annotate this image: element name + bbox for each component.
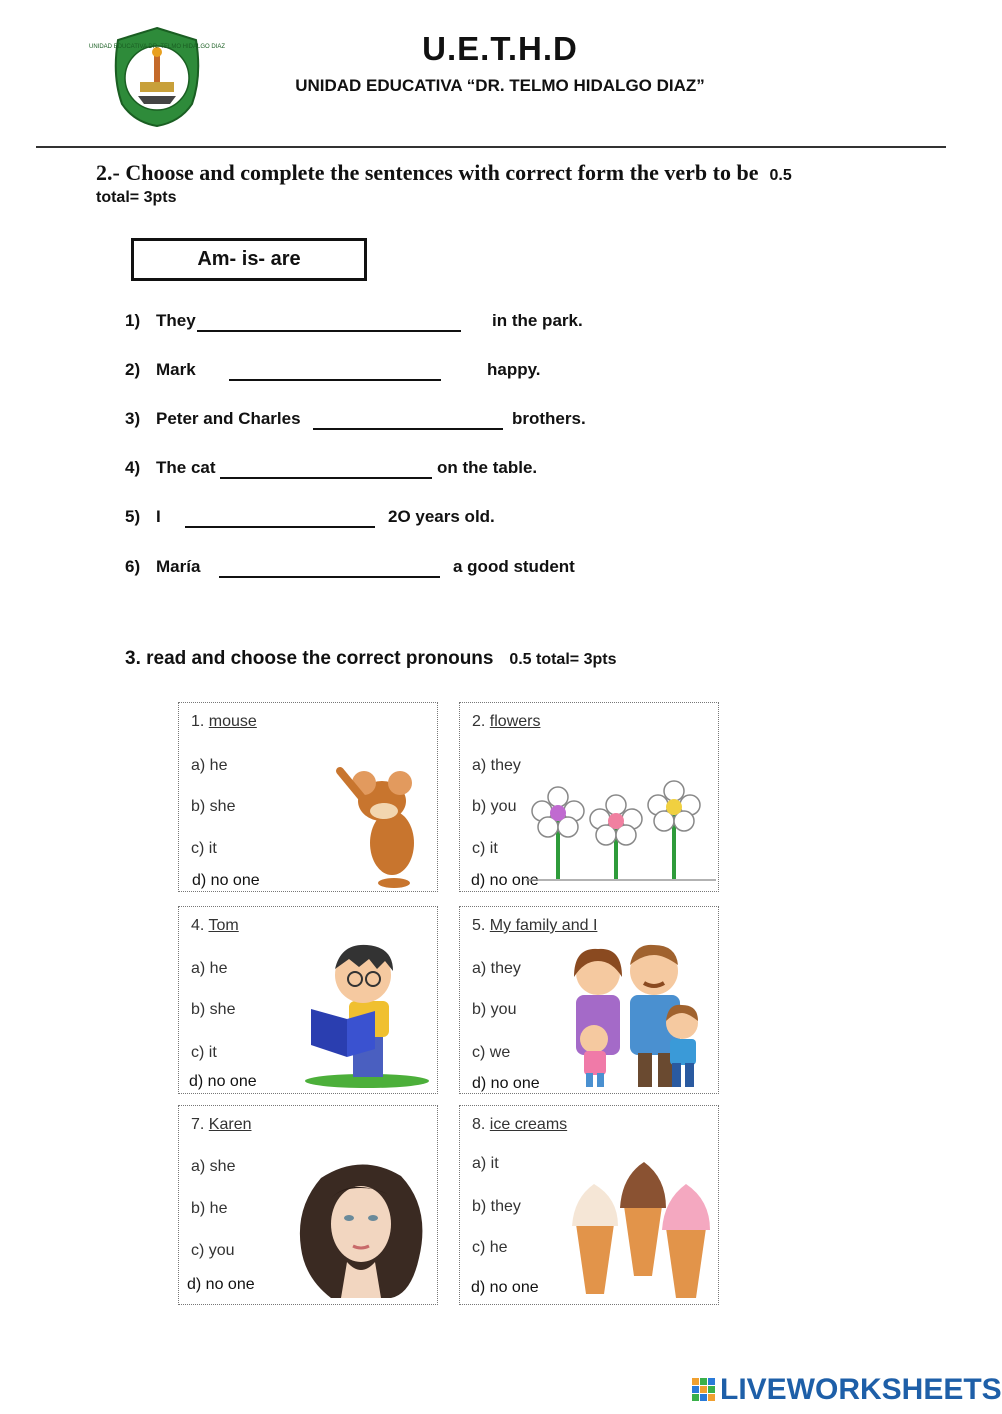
card-word: Tom bbox=[208, 917, 239, 934]
option-c[interactable]: c) it bbox=[191, 1044, 217, 1061]
sentence-number: 6) bbox=[125, 557, 141, 576]
liveworksheets-brand: LIVEWORKSHEETS bbox=[720, 1373, 1002, 1406]
option-d[interactable]: d) no one bbox=[189, 1073, 257, 1090]
pronoun-card-tom bbox=[178, 906, 438, 1094]
header-divider bbox=[36, 146, 946, 148]
sentence-start: Peter and Charles bbox=[156, 409, 301, 428]
liveworksheets-icon bbox=[692, 1378, 716, 1402]
sentence-start: Mark bbox=[156, 360, 196, 379]
card-question bbox=[191, 917, 239, 935]
card-number: 5. bbox=[472, 917, 486, 934]
section2-total: total= 3pts bbox=[96, 189, 177, 206]
option-d[interactable]: d) no one bbox=[192, 872, 260, 889]
option-c[interactable]: c) it bbox=[472, 840, 498, 857]
card-number: 4. bbox=[191, 917, 205, 934]
option-c[interactable]: c) he bbox=[472, 1239, 508, 1256]
sentence-number: 4) bbox=[125, 458, 141, 477]
option-a[interactable]: a) he bbox=[191, 757, 228, 774]
option-c[interactable]: c) it bbox=[191, 840, 217, 857]
card-number: 8. bbox=[472, 1116, 486, 1133]
mouse-picture bbox=[334, 765, 436, 889]
option-a[interactable]: a) he bbox=[191, 960, 228, 977]
liveworksheets-logo bbox=[692, 1374, 1002, 1406]
answer-blank[interactable] bbox=[313, 428, 503, 430]
option-b[interactable]: b) you bbox=[472, 798, 517, 815]
sentence-number: 5) bbox=[125, 507, 141, 526]
sentence-start: They bbox=[156, 311, 196, 330]
card-question bbox=[472, 1116, 567, 1134]
card-word: flowers bbox=[489, 713, 541, 730]
answer-blank[interactable] bbox=[219, 576, 440, 578]
option-b[interactable]: b) she bbox=[191, 1001, 236, 1018]
option-c[interactable]: c) you bbox=[191, 1242, 235, 1259]
card-number: 7. bbox=[191, 1116, 205, 1133]
section3-title bbox=[125, 648, 616, 670]
option-d[interactable]: d) no one bbox=[472, 1075, 540, 1092]
school-acronym: U.E.T.H.D bbox=[422, 30, 578, 67]
sentence-number: 2) bbox=[125, 360, 141, 379]
card-question bbox=[472, 713, 540, 731]
family-picture bbox=[564, 943, 714, 1091]
section2-points: 0.5 bbox=[769, 167, 792, 184]
option-a[interactable]: a) it bbox=[472, 1155, 499, 1172]
option-b[interactable]: b) she bbox=[191, 798, 236, 815]
option-d[interactable]: d) no one bbox=[471, 1279, 539, 1296]
sentence-number: 1) bbox=[125, 311, 141, 330]
pronoun-card-karen bbox=[178, 1105, 438, 1305]
answer-blank[interactable] bbox=[197, 330, 461, 332]
sentence-start: María bbox=[156, 557, 201, 576]
card-word: My family and I bbox=[489, 917, 598, 934]
sentence-end: in the park. bbox=[492, 311, 583, 330]
sentence-end: a good student bbox=[453, 557, 575, 576]
option-b[interactable]: b) he bbox=[191, 1200, 228, 1217]
word-bank-box: Am- is- are bbox=[131, 238, 367, 281]
option-a[interactable]: a) they bbox=[472, 960, 521, 977]
card-word: mouse bbox=[208, 713, 257, 730]
section2-title-text: 2.- Choose and complete the sentences with correct form the verb to be bbox=[96, 160, 759, 185]
option-d[interactable]: d) no one bbox=[187, 1276, 255, 1293]
option-b[interactable]: b) they bbox=[472, 1198, 521, 1215]
girl-picture bbox=[291, 1158, 433, 1300]
card-question bbox=[191, 713, 257, 731]
option-a[interactable]: a) she bbox=[191, 1158, 236, 1175]
sentence-number: 3) bbox=[125, 409, 141, 428]
option-c[interactable]: c) we bbox=[472, 1044, 511, 1061]
sentence-start: The cat bbox=[156, 458, 216, 477]
card-question bbox=[191, 1116, 252, 1134]
option-a[interactable]: a) they bbox=[472, 757, 521, 774]
card-word: ice creams bbox=[489, 1116, 568, 1133]
section3-title-text: 3. read and choose the correct pronouns bbox=[125, 648, 494, 669]
answer-blank[interactable] bbox=[220, 477, 432, 479]
answer-blank[interactable] bbox=[185, 526, 375, 528]
card-number: 1. bbox=[191, 713, 205, 730]
answer-blank[interactable] bbox=[229, 379, 441, 381]
card-number: 2. bbox=[472, 713, 486, 730]
flowers-picture bbox=[526, 781, 716, 883]
sentence-end: on the table. bbox=[437, 458, 538, 477]
pronoun-card-ice-creams bbox=[459, 1105, 719, 1305]
logo-text: UNIDAD EDUCATIVA DR. TELMO HIDALGO DIAZ bbox=[88, 44, 226, 50]
card-word: Karen bbox=[208, 1116, 252, 1133]
pronoun-card-family bbox=[459, 906, 719, 1094]
card-question bbox=[472, 917, 597, 935]
section3-points: 0.5 total= 3pts bbox=[509, 651, 617, 668]
pronoun-card-mouse bbox=[178, 702, 438, 892]
pronoun-card-flowers bbox=[459, 702, 719, 892]
school-name: UNIDAD EDUCATIVA “DR. TELMO HIDALGO DIAZ” bbox=[295, 76, 705, 95]
option-d[interactable]: d) no one bbox=[471, 872, 539, 889]
sentence-end: 2O years old. bbox=[388, 507, 495, 526]
boy-reading-picture bbox=[297, 939, 431, 1089]
option-b[interactable]: b) you bbox=[472, 1001, 517, 1018]
sentence-end: brothers. bbox=[512, 409, 586, 428]
ice-creams-picture bbox=[566, 1158, 716, 1300]
sentence-start: I bbox=[156, 507, 161, 526]
section2-title bbox=[96, 160, 926, 189]
sentence-end: happy. bbox=[487, 360, 541, 379]
